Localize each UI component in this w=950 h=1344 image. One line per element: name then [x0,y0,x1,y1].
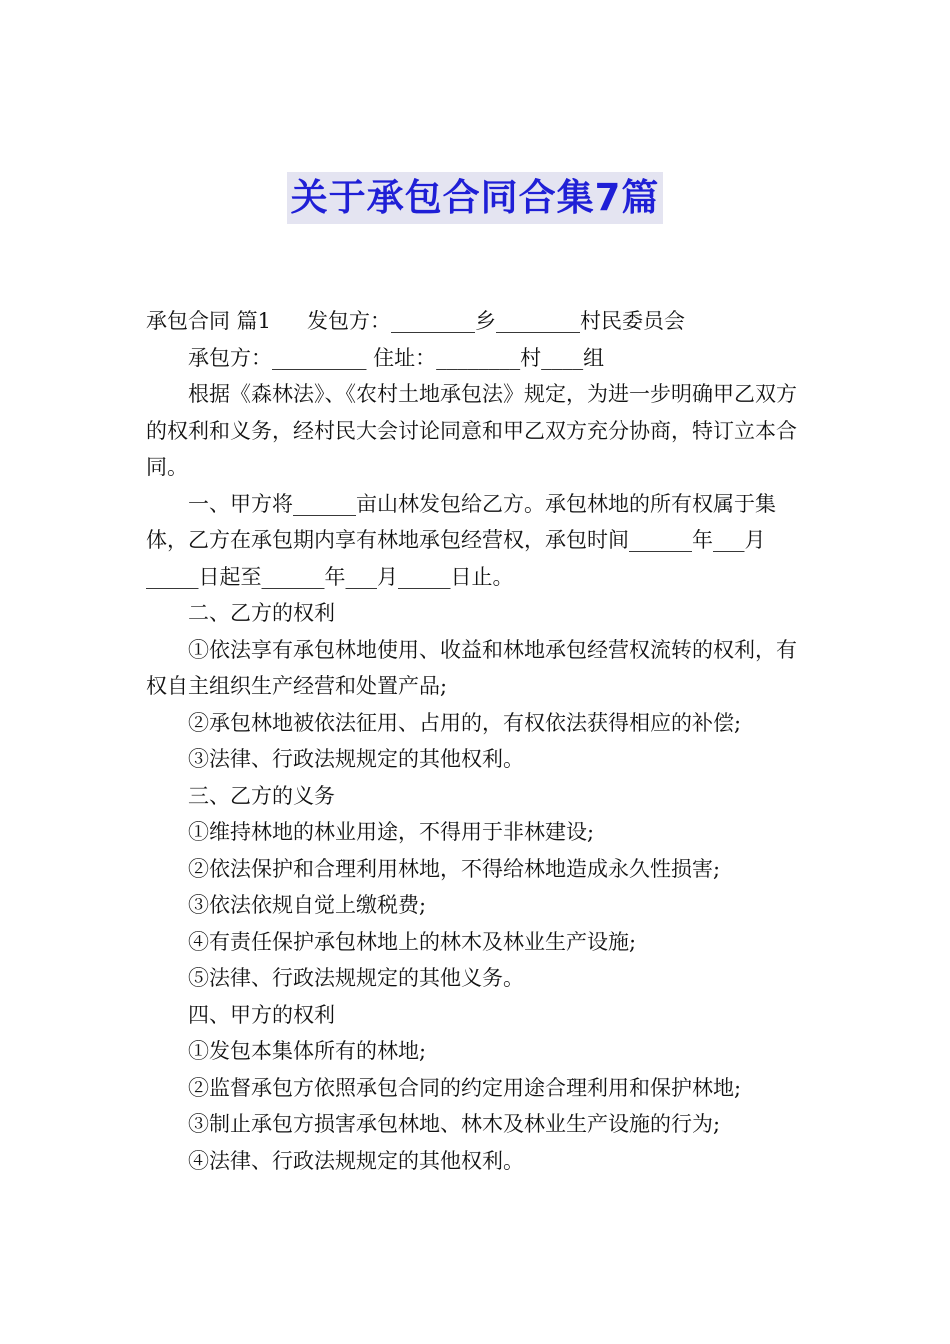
paragraph: ①维持林地的林业用途，不得用于非林建设; [188,820,595,844]
contractor-line: 发包方：________乡________村民委员会 [307,309,686,333]
paragraph: ⑤法律、行政法规规定的其他义务。 [188,966,524,990]
paragraph: ③制止承包方损害承包林地、林木及林业生产设施的行为; [188,1112,721,1136]
paragraph: ④法律、行政法规规定的其他权利。 [188,1148,524,1173]
paragraph: ②监督承包方依照承包合同的约定用途合理利用和保护林地; [188,1075,742,1100]
paragraph: ②承包林地被依法征用、占用的，有权依法获得相应的补偿; [188,710,742,735]
paragraph: ③法律、行政法规规定的其他权利。 [188,747,524,771]
paragraph: ②依法保护和合理利用林地，不得给林地造成永久性损害; [188,856,721,881]
paragraph: ④有责任保护承包林地上的林木及林业生产设施; [188,929,637,954]
paragraph: 三、乙方的义务 [188,783,335,808]
paragraph: 根据《森林法》、《农村土地承包法》规定，为进一步明确甲乙双方的权利和义务，经村民大会讨论同意和甲乙双方充分协商，特订立本合同。 [146,382,797,479]
paragraph: 四、甲方的权利 [188,1002,335,1027]
title-container [0,172,950,224]
section-heading: 承包合同 篇1 [146,309,272,333]
paragraph: 二、乙方的权利 [188,601,335,625]
paragraph: 承包方：_________ 住址：________村____组 [188,345,605,370]
paragraph: ①依法享有承包林地使用、收益和林地承包经营权流转的权利，有权自主组织生产经营和处置产品; [146,637,797,698]
first-line [146,303,808,340]
document-title: 关于承包合同合集7篇 [287,172,664,224]
paragraph: ①发包本集体所有的林地; [188,1039,427,1063]
document-body [146,303,808,1179]
paragraph: 一、甲方将______亩山林发包给乙方。承包林地的所有权属于集体，乙方在承包期内享有林地承包经营权，承包时间______年___月_____日起至______年___月_____日止。 [146,491,776,589]
paragraph: ③依法依规自觉上缴税费; [188,893,427,917]
